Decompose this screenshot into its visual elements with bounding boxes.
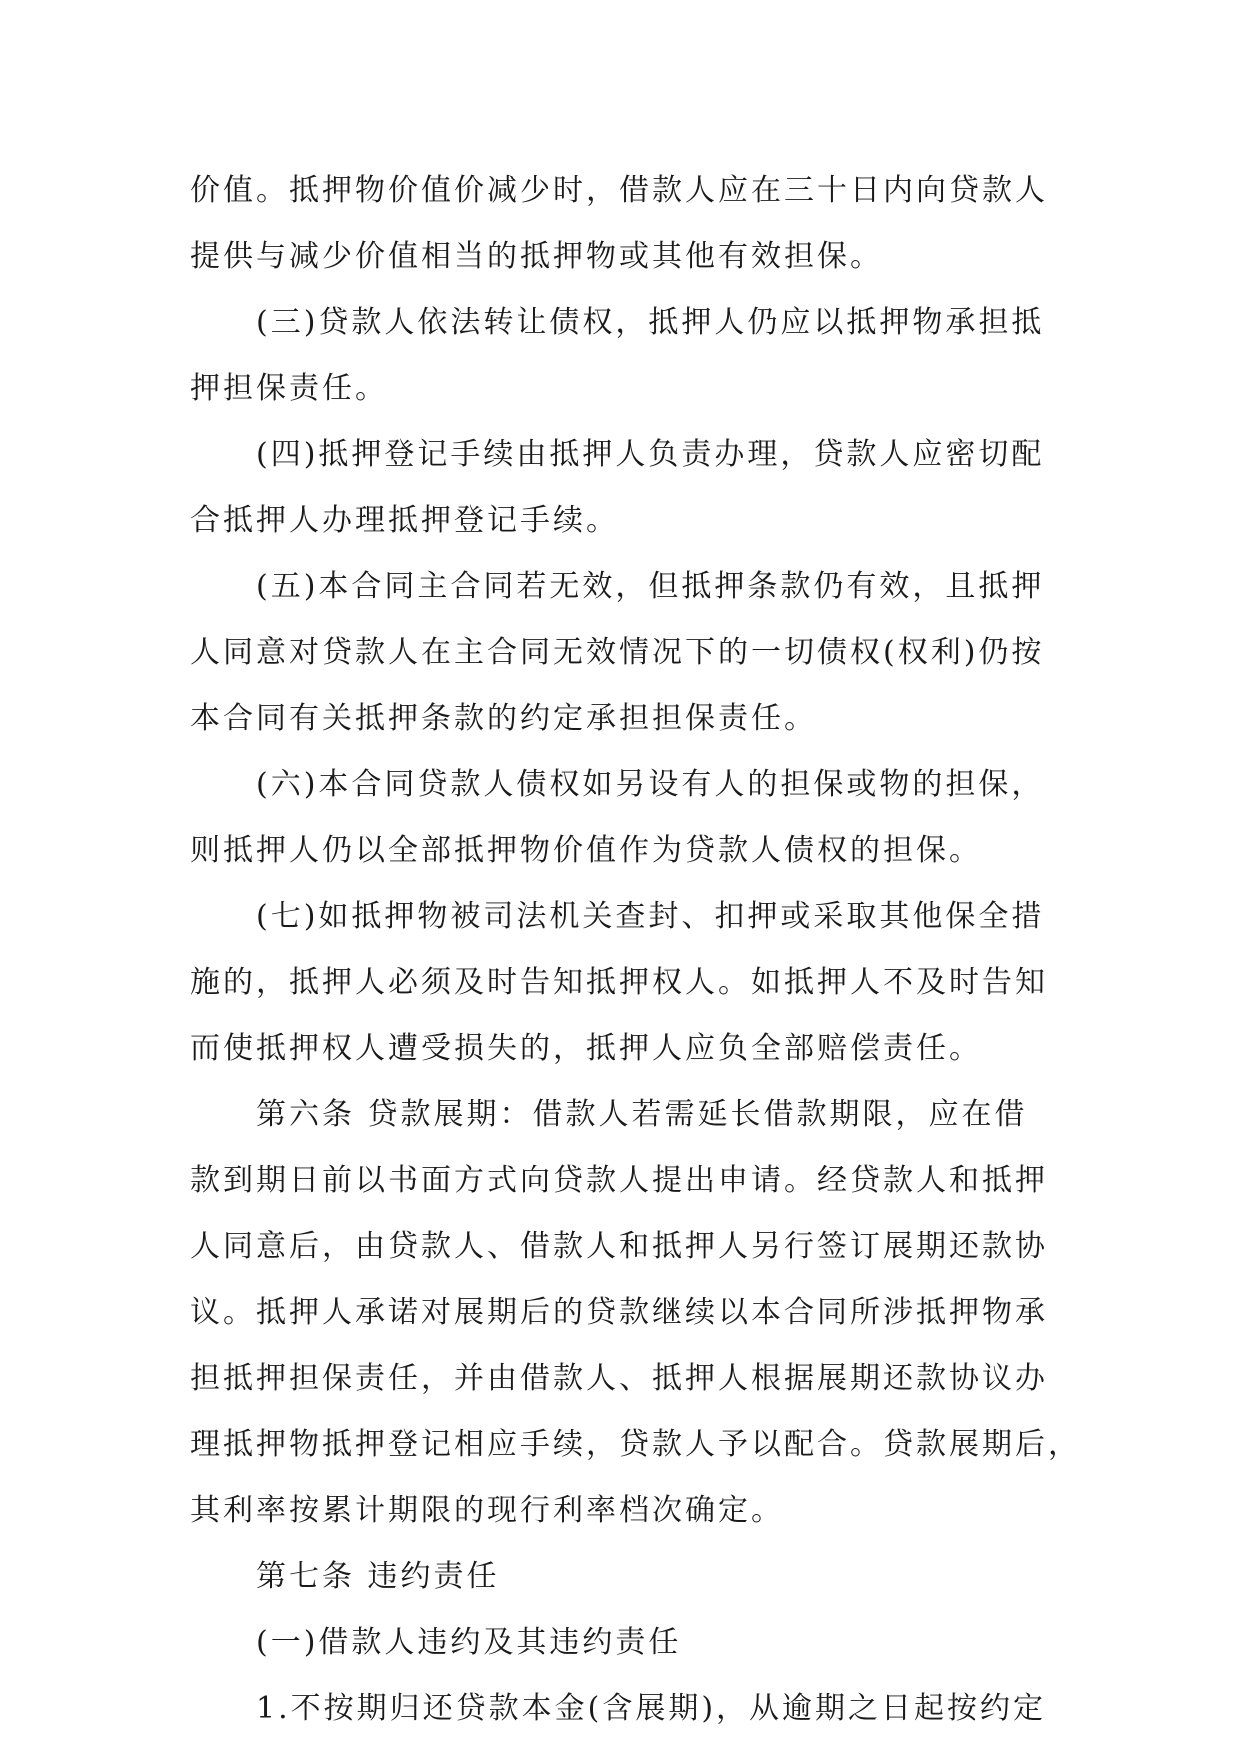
clause-3-line-2: 押担保责任。 <box>190 371 388 406</box>
article-6-line-3: 人同意后，由贷款人、借款人和抵押人另行签订展期还款协 <box>190 1229 1048 1264</box>
clause-6-line-2: 则抵押人仍以全部抵押物价值作为贷款人债权的担保。 <box>190 833 982 868</box>
clause-6-line-1: (六)本合同贷款人债权如另设有人的担保或物的担保， <box>256 767 1045 802</box>
article-6-line-4: 议。抵押人承诺对展期后的贷款继续以本合同所涉抵押物承 <box>190 1295 1048 1330</box>
article-6-line-1: 第六条 贷款展期：借款人若需延长借款期限，应在借 <box>256 1097 1028 1132</box>
article-6-line-7: 其利率按累计期限的现行利率档次确定。 <box>190 1493 784 1528</box>
clause-7-line-2: 施的，抵押人必须及时告知抵押权人。如抵押人不及时告知 <box>190 965 1048 1000</box>
clause-4-line-1: (四)抵押登记手续由抵押人负责办理，贷款人应密切配 <box>256 437 1045 472</box>
article-7-item-1-line-1: 1.不按期归还贷款本金(含展期)，从逾期之日起按约定 <box>256 1691 1047 1726</box>
article-7-heading: 第七条 违约责任 <box>256 1559 500 1594</box>
article-6-line-6: 理抵押物抵押登记相应手续，贷款人予以配合。贷款展期后， <box>190 1427 1081 1462</box>
text-line-1: 价值。抵押物价值价减少时，借款人应在三十日内向贷款人 <box>190 173 1048 208</box>
clause-3-line-1: (三)贷款人依法转让债权，抵押人仍应以抵押物承担抵 <box>256 305 1045 340</box>
document-body <box>190 158 1081 1742</box>
article-7-section-1-heading: (一)借款人违约及其违约责任 <box>256 1625 682 1660</box>
article-6-line-5: 担抵押担保责任，并由借款人、抵押人根据展期还款协议办 <box>190 1361 1048 1396</box>
clause-5-line-1: (五)本合同主合同若无效，但抵押条款仍有效，且抵押 <box>256 569 1045 604</box>
clause-7-line-1: (七)如抵押物被司法机关查封、扣押或采取其他保全措 <box>256 899 1045 934</box>
clause-4-line-2: 合抵押人办理抵押登记手续。 <box>190 503 619 538</box>
text-line-2: 提供与减少价值相当的抵押物或其他有效担保。 <box>190 239 883 274</box>
clause-7-line-3: 而使抵押权人遭受损失的，抵押人应负全部赔偿责任。 <box>190 1031 982 1066</box>
article-6-line-2: 款到期日前以书面方式向贷款人提出申请。经贷款人和抵押 <box>190 1163 1048 1198</box>
clause-5-line-3: 本合同有关抵押条款的约定承担担保责任。 <box>190 701 817 736</box>
clause-5-line-2: 人同意对贷款人在主合同无效情况下的一切债权(权利)仍按 <box>190 635 1045 670</box>
